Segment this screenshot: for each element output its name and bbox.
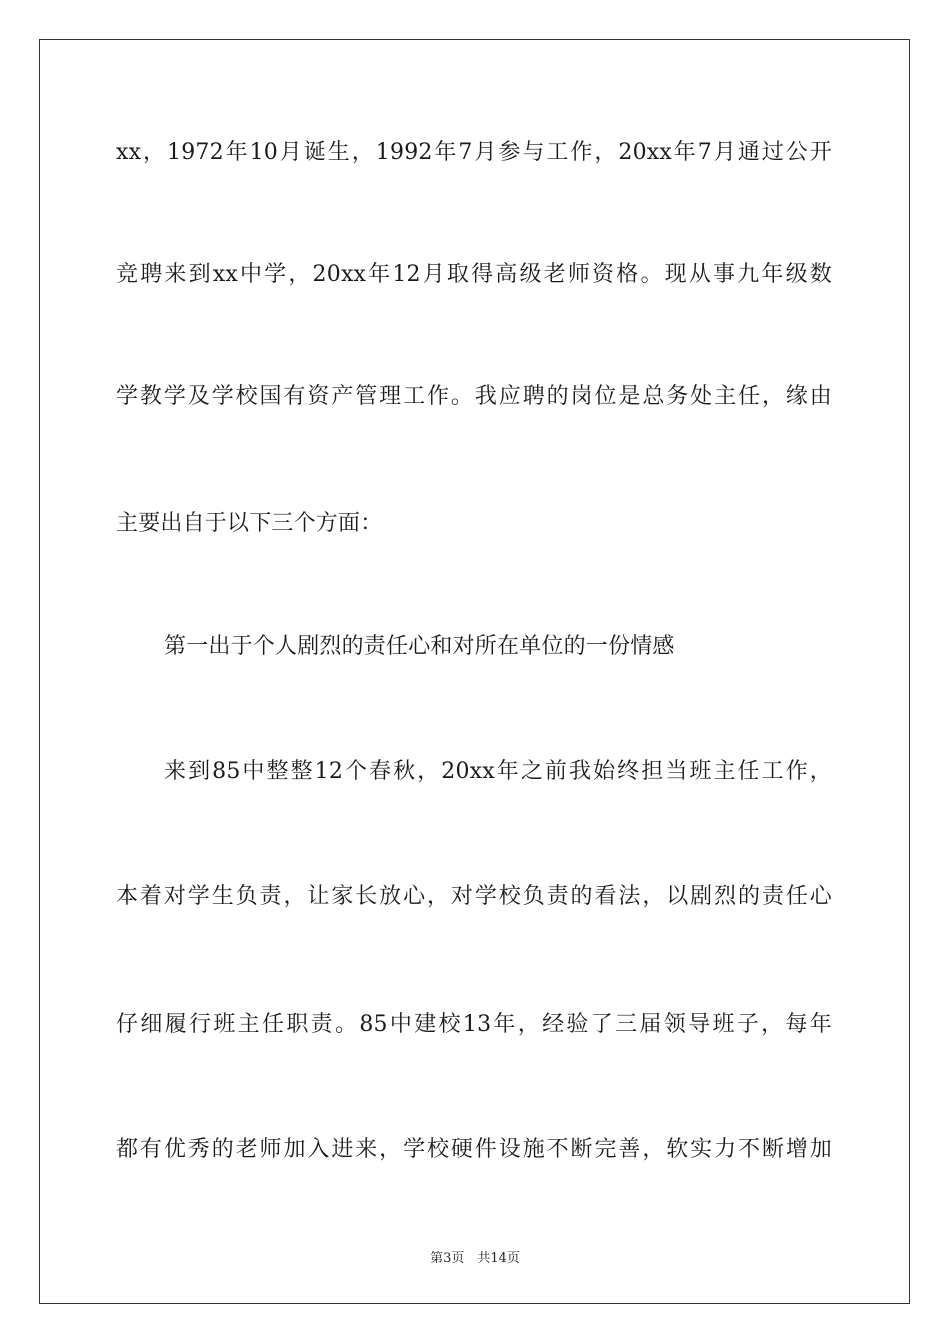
body-line-3: 学教学及学校国有资产管理工作。我应聘的岗位是总务处主任，缘由 (116, 384, 832, 409)
body-line-9: 都有优秀的老师加入进来，学校硬件设施不断完善，软实力不断增加 (116, 1137, 832, 1162)
body-line-6: 来到85中整整12个春秋，20xx年之前我始终担当班主任工作， (164, 759, 832, 784)
body-line-2: 竞聘来到xx中学，20xx年12月取得高级老师资格。现从事九年级数 (116, 262, 832, 287)
body-line-8: 仔细履行班主任职责。85中建校13年，经验了三届领导班子，每年 (116, 1012, 832, 1037)
body-line-1: xx，1972年10月诞生，1992年7月参与工作，20xx年7月通过公开 (116, 140, 832, 165)
page-number-footer: 第3页 共14页 (430, 1251, 520, 1266)
body-line-4: 主要出自于以下三个方面： (116, 511, 383, 536)
body-line-7: 本着对学生负责，让家长放心，对学校负责的看法，以剧烈的责任心 (116, 884, 832, 909)
page-border (39, 39, 910, 1304)
section-heading: 第一出于个人剧烈的责任心和对所在单位的一份情感 (164, 634, 675, 659)
